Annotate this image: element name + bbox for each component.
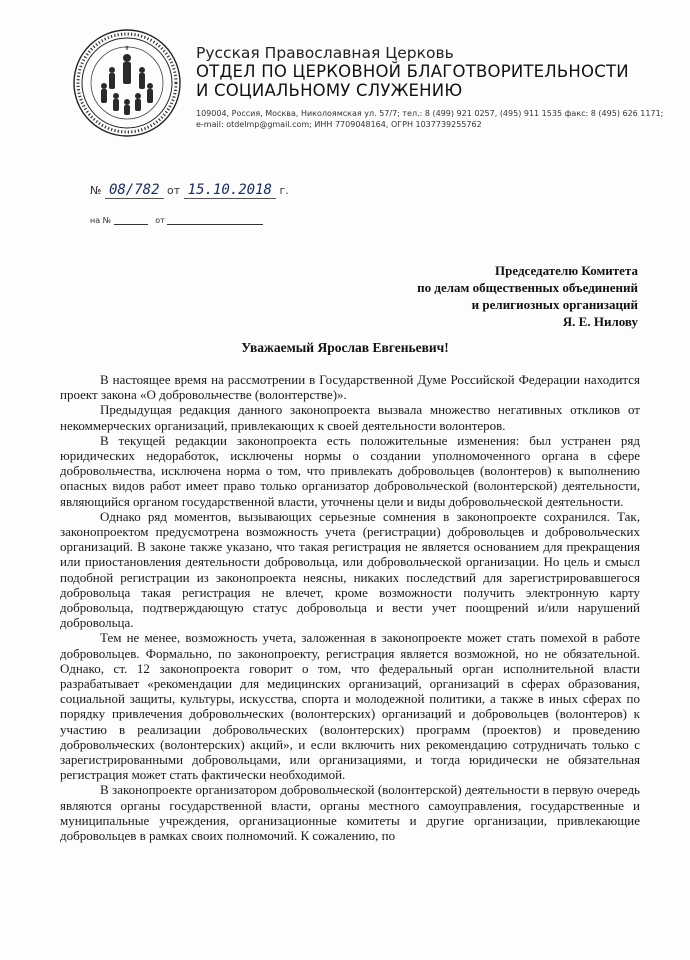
ref-number-blank	[114, 224, 148, 225]
church-seal-logo	[72, 28, 182, 138]
paragraph: Однако ряд моментов, вызывающих серьезные сомнения в законопроекте сохранился. Так, законопроектом предусмотрена возможность учета (регистрации) добровольцев и добровольческих организаций. В законе также указано, что такая регистрация не является основанием для прекращения или приостановления деятельности добровольца, или добровольческой организации. Но цель и смысл подобной регистрации из законопроекта неясны, никаких последствий для зарегистрировавшегося добровольца такая регистрация не влечет, кроме возможности получить электронную карту добровольца, подтверждающую статус добровольца и вести учет поощрений и/или нарушений добровольца.	[60, 508, 640, 631]
church-name: Русская Православная Церковь	[196, 44, 454, 62]
paragraph: Предыдущая редакция данного законопроекта вызвала множество негативных откликов от некоммерческих организаций, привлекающих к своей деятельности волонтеров.	[60, 402, 640, 433]
addressee-line3: и религиозных организаций	[471, 297, 638, 312]
salutation: Уважаемый Ярослав Евгеньевич!	[241, 340, 449, 355]
addressee-line2: по делам общественных объединений	[417, 280, 638, 295]
organization-header	[196, 44, 666, 130]
addressee-line1: Председателю Комитета	[495, 263, 638, 278]
paragraph: В законопроекте организатором добровольческой (волонтерской) деятельности в первую очередь являются органы государственной власти, органы местного самоуправления, государственные и муниципальные учреждения, организационные комитеты и другие организации, привлекающие добровольцев в рамках своих полномочий. К сожалению, по	[60, 782, 640, 844]
letter-body	[60, 372, 640, 843]
addressee-line4: Я. Е. Нилову	[562, 314, 638, 329]
address-line2: e-mail: otdelmp@gmail.com; ИНН 7709048164, ОГРН 1037739255762	[196, 120, 482, 129]
paragraph: Тем не менее, возможность учета, заложенная в законопроекте может стать помехой в работе добровольцев. Формально, по законопроекту, регистрация является возможной, но не обязательной. Однако, ст. 12 законопроекта говорит о том, что федеральный орган исполнительной власти разрабатывает «рекомендации для медицинских организаций, организаций в сферах образования, социальной защиты, культуры, искусства, спорта и молодежной политики, а также в иных сферах по порядку привлечения добровольческих (волонтерских) организаций и добровольцев (волонтеров) к участию в реализации добровольческих (волонтерских) программ (проектов) и проведению добровольческих (волонтерских) акций», и если включить них рекомендацию сотрудничать только с зарегистрированными добровольцами, или организациями, и тогда юридически не обязательная регистрация может стать фактически необходимой.	[60, 630, 640, 783]
ref-date-label: от	[155, 216, 165, 225]
outgoing-registration	[90, 182, 289, 198]
number-label: №	[90, 184, 102, 197]
address-line1: 109004, Россия, Москва, Николоямская ул. 57/7; тел.: 8 (499) 921 0257, (495) 911 1535 факс: 8 (495) 626 1171;	[196, 109, 664, 118]
paragraph: В текущей редакции законопроекта есть положительные изменения: был устранен ряд юридических недоработок, исключены нормы о создании уполномоченного органа в сфере добровольчества, исключена норма о том, что привлекать добровольцев (волонтеров) к выполнению опасных видов работ имеет право только организатор добровольческой (волонтерской) деятельности, являющийся органом государственной власти, уточнены цели и виды добровольческой деятельности.	[60, 432, 640, 509]
department-name-line2: И СОЦИАЛЬНОМУ СЛУЖЕНИЮ	[196, 81, 463, 100]
addressee-block	[417, 262, 638, 330]
ref-date-blank	[167, 224, 263, 225]
number-value: 08/782	[105, 182, 164, 199]
department-name-line1: ОТДЕЛ ПО ЦЕРКОВНОЙ БЛАГОТВОРИТЕЛЬНОСТИ	[196, 62, 629, 81]
reference-registration	[90, 216, 263, 225]
year-suffix: г.	[279, 184, 289, 197]
date-value: 15.10.2018	[184, 182, 276, 199]
paragraph: В настоящее время на рассмотрении в Государственной Думе Российской Федерации находится проект закона «О добровольчестве (волонтерстве)».	[60, 372, 640, 403]
ref-number-label: на №	[90, 216, 111, 225]
date-label: от	[167, 184, 181, 197]
